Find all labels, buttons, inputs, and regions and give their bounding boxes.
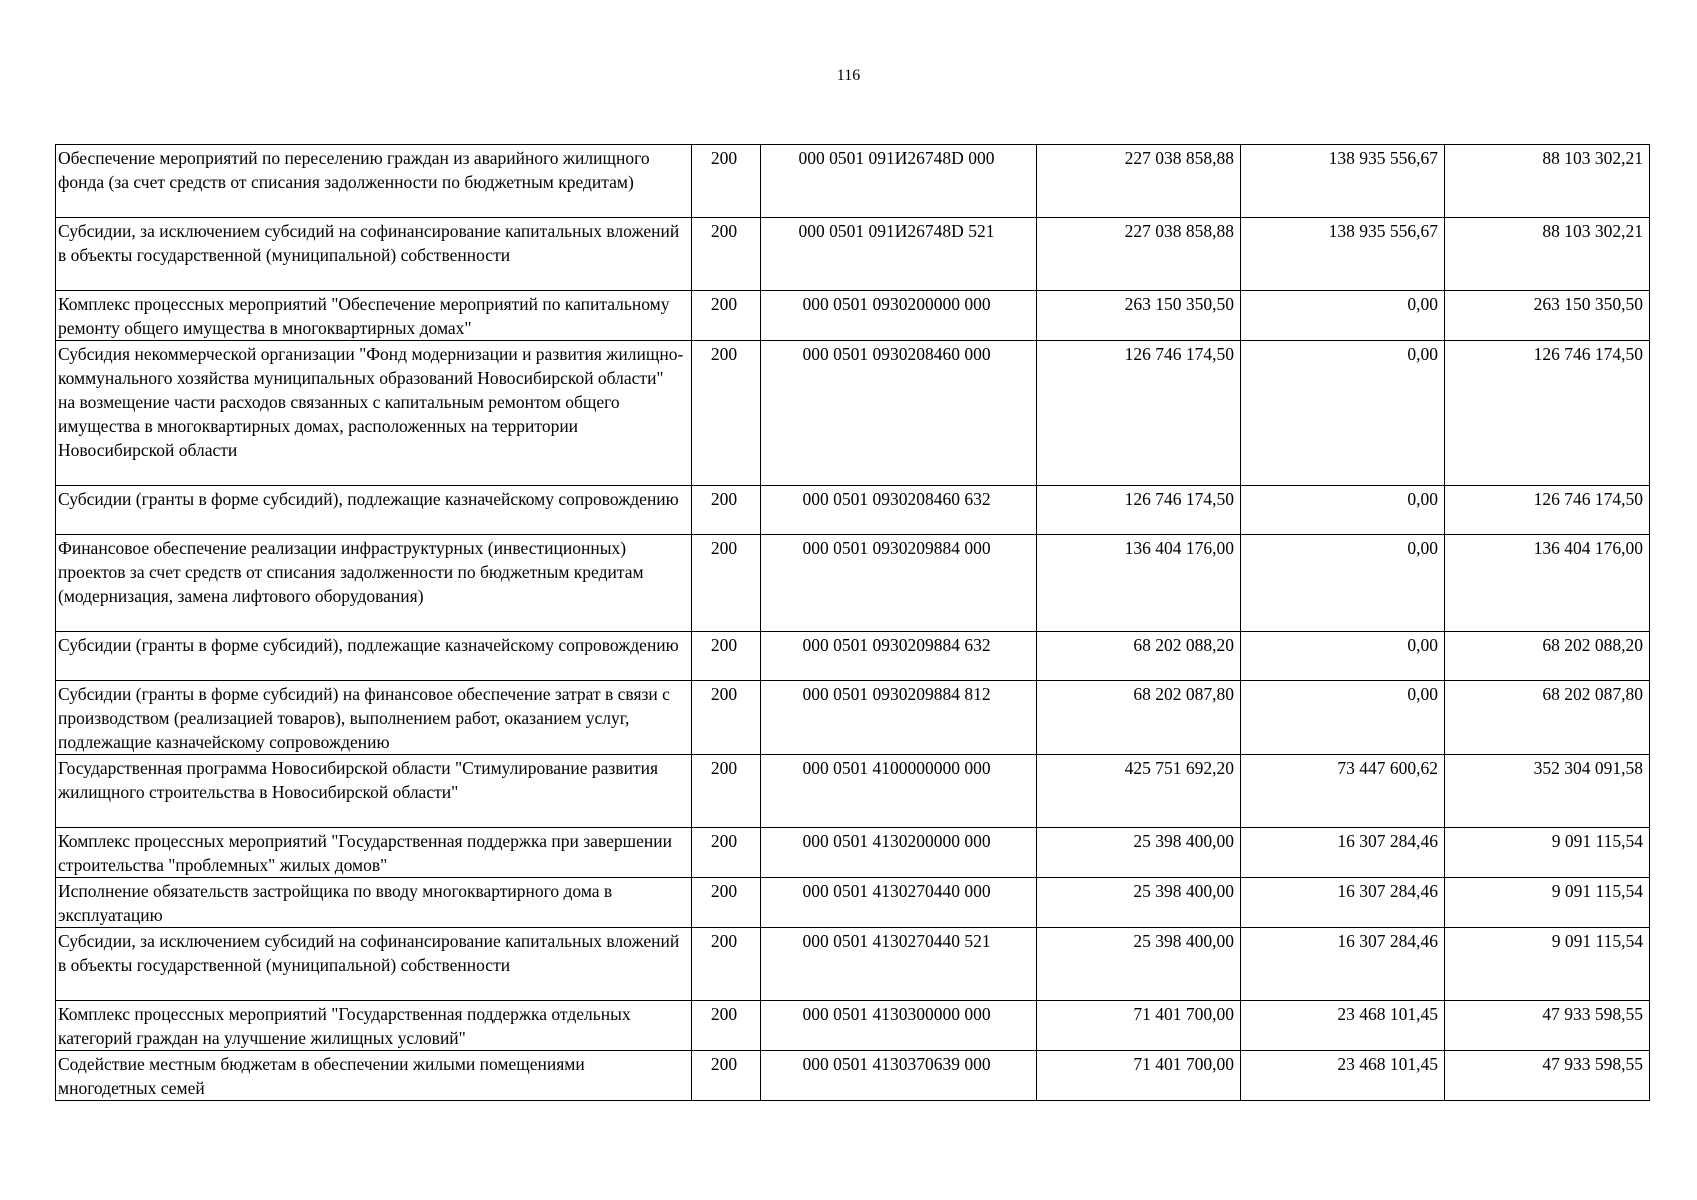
approved-amount-cell: 425 751 692,20 (1037, 755, 1241, 828)
table-row (56, 755, 1650, 828)
budget-table-body (56, 145, 1650, 1101)
expense-name-cell: Субсидия некоммерческой организации "Фонд модернизации и развития жилищно-коммунального хозяйства муниципальных образований Новосибирской области" на возмещение части расходов связанных с капитальным ремонтом общего имущества в многоквартирных домах, расположенных на территории Новосибирской области (56, 341, 692, 486)
classification-code-cell: 000 0501 0930209884 812 (761, 681, 1037, 755)
approved-amount-cell: 25 398 400,00 (1037, 878, 1241, 928)
admin-code-cell: 200 (692, 145, 761, 218)
expense-name-cell: Финансовое обеспечение реализации инфраструктурных (инвестиционных) проектов за счет средств от списания задолженности по бюджетным кредитам (модернизация, замена лифтового оборудования) (56, 535, 692, 632)
table-row (56, 218, 1650, 291)
remaining-amount-cell: 9 091 115,54 (1445, 878, 1650, 928)
executed-amount-cell: 138 935 556,67 (1241, 145, 1445, 218)
expense-name-cell: Государственная программа Новосибирской области "Стимулирование развития жилищного строительства в Новосибирской области" (56, 755, 692, 828)
executed-amount-cell: 0,00 (1241, 535, 1445, 632)
expense-name-cell: Содействие местным бюджетам в обеспечении жилыми помещениями многодетных семей (56, 1051, 692, 1101)
admin-code-cell: 200 (692, 291, 761, 341)
expense-name-cell: Обеспечение мероприятий по переселению граждан из аварийного жилищного фонда (за счет средств от списания задолженности по бюджетным кредитам) (56, 145, 692, 218)
expense-name-cell: Субсидии (гранты в форме субсидий), подлежащие казначейскому сопровождению (56, 632, 692, 681)
classification-code-cell: 000 0501 4130300000 000 (761, 1001, 1037, 1051)
approved-amount-cell: 126 746 174,50 (1037, 486, 1241, 535)
remaining-amount-cell: 126 746 174,50 (1445, 486, 1650, 535)
executed-amount-cell: 0,00 (1241, 486, 1445, 535)
table-row (56, 341, 1650, 486)
executed-amount-cell: 0,00 (1241, 681, 1445, 755)
admin-code-cell: 200 (692, 1001, 761, 1051)
approved-amount-cell: 263 150 350,50 (1037, 291, 1241, 341)
approved-amount-cell: 71 401 700,00 (1037, 1001, 1241, 1051)
table-row (56, 681, 1650, 755)
table-row (56, 291, 1650, 341)
approved-amount-cell: 126 746 174,50 (1037, 341, 1241, 486)
classification-code-cell: 000 0501 0930209884 000 (761, 535, 1037, 632)
admin-code-cell: 200 (692, 341, 761, 486)
remaining-amount-cell: 126 746 174,50 (1445, 341, 1650, 486)
expense-name-cell: Комплекс процессных мероприятий "Государственная поддержка отдельных категорий граждан на улучшение жилищных условий" (56, 1001, 692, 1051)
admin-code-cell: 200 (692, 755, 761, 828)
table-row (56, 632, 1650, 681)
expense-name-cell: Субсидии (гранты в форме субсидий), подлежащие казначейскому сопровождению (56, 486, 692, 535)
expense-name-cell: Комплекс процессных мероприятий "Государственная поддержка при завершении строительства "проблемных" жилых домов" (56, 828, 692, 878)
classification-code-cell: 000 0501 0930209884 632 (761, 632, 1037, 681)
expense-name-cell: Комплекс процессных мероприятий "Обеспечение мероприятий по капитальному ремонту общего имущества в многоквартирных домах" (56, 291, 692, 341)
classification-code-cell: 000 0501 0930208460 632 (761, 486, 1037, 535)
table-row (56, 828, 1650, 878)
classification-code-cell: 000 0501 091И26748D 000 (761, 145, 1037, 218)
approved-amount-cell: 227 038 858,88 (1037, 145, 1241, 218)
admin-code-cell: 200 (692, 218, 761, 291)
executed-amount-cell: 0,00 (1241, 341, 1445, 486)
expense-name-cell: Субсидии, за исключением субсидий на софинансирование капитальных вложений в объекты государственной (муниципальной) собственности (56, 218, 692, 291)
approved-amount-cell: 227 038 858,88 (1037, 218, 1241, 291)
classification-code-cell: 000 0501 4130270440 521 (761, 928, 1037, 1001)
expense-name-cell: Исполнение обязательств застройщика по вводу многоквартирного дома в эксплуатацию (56, 878, 692, 928)
table-row (56, 1001, 1650, 1051)
classification-code-cell: 000 0501 0930208460 000 (761, 341, 1037, 486)
remaining-amount-cell: 68 202 087,80 (1445, 681, 1650, 755)
remaining-amount-cell: 352 304 091,58 (1445, 755, 1650, 828)
admin-code-cell: 200 (692, 878, 761, 928)
admin-code-cell: 200 (692, 1051, 761, 1101)
table-row (56, 535, 1650, 632)
executed-amount-cell: 0,00 (1241, 291, 1445, 341)
remaining-amount-cell: 47 933 598,55 (1445, 1001, 1650, 1051)
remaining-amount-cell: 68 202 088,20 (1445, 632, 1650, 681)
remaining-amount-cell: 88 103 302,21 (1445, 145, 1650, 218)
classification-code-cell: 000 0501 0930200000 000 (761, 291, 1037, 341)
remaining-amount-cell: 88 103 302,21 (1445, 218, 1650, 291)
remaining-amount-cell: 9 091 115,54 (1445, 828, 1650, 878)
admin-code-cell: 200 (692, 535, 761, 632)
remaining-amount-cell: 136 404 176,00 (1445, 535, 1650, 632)
expense-name-cell: Субсидии (гранты в форме субсидий) на финансовое обеспечение затрат в связи с производством (реализацией товаров), выполнением работ, оказанием услуг, подлежащие казначейскому сопровождению (56, 681, 692, 755)
executed-amount-cell: 16 307 284,46 (1241, 928, 1445, 1001)
classification-code-cell: 000 0501 4130270440 000 (761, 878, 1037, 928)
approved-amount-cell: 25 398 400,00 (1037, 928, 1241, 1001)
approved-amount-cell: 68 202 088,20 (1037, 632, 1241, 681)
admin-code-cell: 200 (692, 681, 761, 755)
table-row (56, 1051, 1650, 1101)
expense-name-cell: Субсидии, за исключением субсидий на софинансирование капитальных вложений в объекты государственной (муниципальной) собственности (56, 928, 692, 1001)
classification-code-cell: 000 0501 4130200000 000 (761, 828, 1037, 878)
executed-amount-cell: 23 468 101,45 (1241, 1001, 1445, 1051)
remaining-amount-cell: 9 091 115,54 (1445, 928, 1650, 1001)
admin-code-cell: 200 (692, 486, 761, 535)
table-row (56, 928, 1650, 1001)
classification-code-cell: 000 0501 4130370639 000 (761, 1051, 1037, 1101)
executed-amount-cell: 16 307 284,46 (1241, 878, 1445, 928)
executed-amount-cell: 138 935 556,67 (1241, 218, 1445, 291)
budget-table (55, 144, 1650, 1101)
classification-code-cell: 000 0501 091И26748D 521 (761, 218, 1037, 291)
table-row (56, 486, 1650, 535)
executed-amount-cell: 73 447 600,62 (1241, 755, 1445, 828)
remaining-amount-cell: 47 933 598,55 (1445, 1051, 1650, 1101)
executed-amount-cell: 0,00 (1241, 632, 1445, 681)
approved-amount-cell: 136 404 176,00 (1037, 535, 1241, 632)
executed-amount-cell: 23 468 101,45 (1241, 1051, 1445, 1101)
classification-code-cell: 000 0501 4100000000 000 (761, 755, 1037, 828)
approved-amount-cell: 25 398 400,00 (1037, 828, 1241, 878)
executed-amount-cell: 16 307 284,46 (1241, 828, 1445, 878)
approved-amount-cell: 71 401 700,00 (1037, 1051, 1241, 1101)
table-row (56, 878, 1650, 928)
remaining-amount-cell: 263 150 350,50 (1445, 291, 1650, 341)
admin-code-cell: 200 (692, 928, 761, 1001)
page-number: 116 (836, 67, 861, 84)
admin-code-cell: 200 (692, 828, 761, 878)
admin-code-cell: 200 (692, 632, 761, 681)
table-row (56, 145, 1650, 218)
approved-amount-cell: 68 202 087,80 (1037, 681, 1241, 755)
